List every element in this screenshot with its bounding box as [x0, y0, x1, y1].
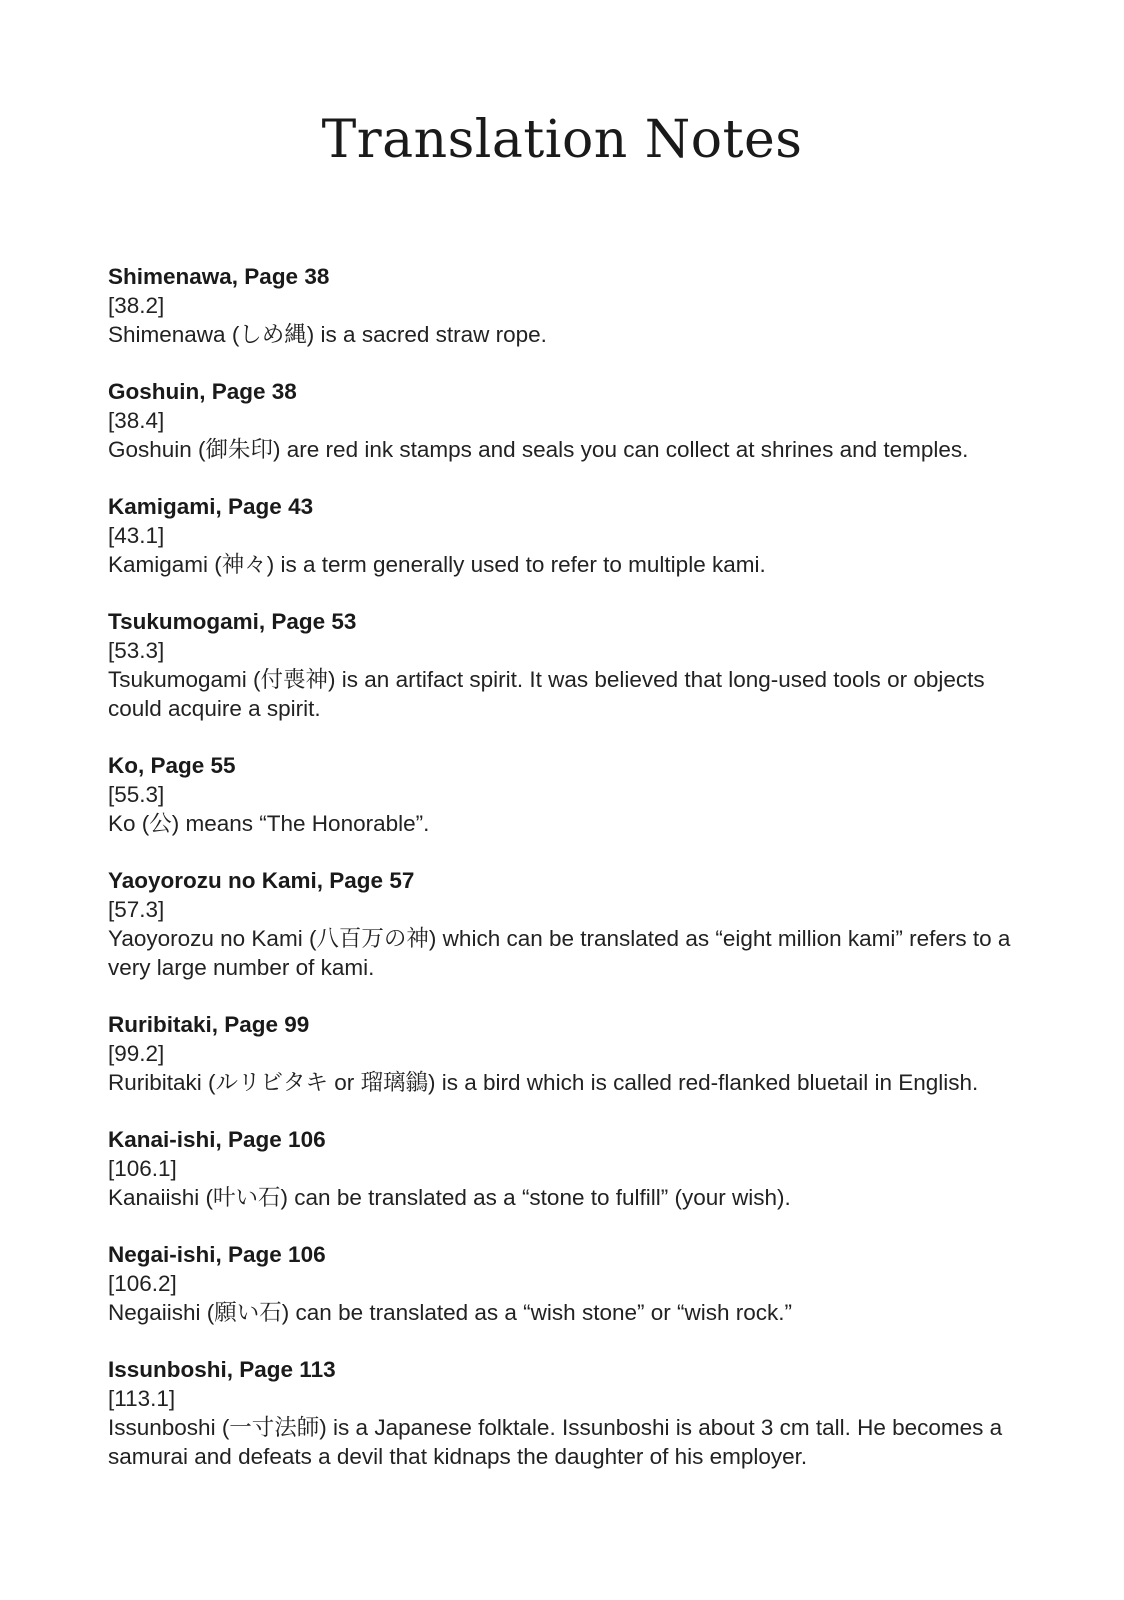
note-item — [108, 866, 1028, 982]
note-text: Negaiishi (願い石) can be translated as a “wish stone” or “wish rock.” — [108, 1300, 792, 1325]
note-heading: Kanai-ishi, Page 106 — [108, 1127, 326, 1152]
note-text: Kamigami (神々) is a term generally used to refer to multiple kami. — [108, 552, 766, 577]
note-heading: Ruribitaki, Page 99 — [108, 1012, 310, 1037]
note-reference: [113.1] — [108, 1386, 176, 1411]
note-reference: [38.4] — [108, 408, 165, 433]
note-text: Ko (公) means “The Honorable”. — [108, 811, 430, 836]
note-reference: [99.2] — [108, 1041, 165, 1066]
note-item — [108, 751, 1028, 838]
note-item — [108, 1010, 1028, 1097]
note-item — [108, 1355, 1028, 1471]
note-text: Ruribitaki (ルリビタキ or 瑠璃鶲) is a bird which is called red-flanked bluetail in English. — [108, 1070, 979, 1095]
note-heading: Goshuin, Page 38 — [108, 379, 297, 404]
note-text: Tsukumogami (付喪神) is an artifact spirit. It was believed that long-used tools or objects could acquire a spirit. — [108, 667, 985, 721]
page-title: Translation Notes — [321, 110, 803, 170]
note-text: Goshuin (御朱印) are red ink stamps and seals you can collect at shrines and temples. — [108, 437, 969, 462]
note-item — [108, 492, 1028, 579]
notes-list — [108, 262, 1028, 1499]
note-heading: Negai-ishi, Page 106 — [108, 1242, 326, 1267]
note-reference: [38.2] — [108, 293, 165, 318]
note-reference: [106.2] — [108, 1271, 177, 1296]
note-reference: [55.3] — [108, 782, 165, 807]
note-reference: [57.3] — [108, 897, 165, 922]
note-text: Kanaiishi (叶い石) can be translated as a “stone to fulfill” (your wish). — [108, 1185, 791, 1210]
note-heading: Issunboshi, Page 113 — [108, 1357, 336, 1382]
note-heading: Ko, Page 55 — [108, 753, 236, 778]
note-reference: [43.1] — [108, 523, 165, 548]
note-item — [108, 262, 1028, 349]
note-reference: [106.1] — [108, 1156, 177, 1181]
note-text: Issunboshi (一寸法師) is a Japanese folktale. Issunboshi is about 3 cm tall. He becomes a samurai and defeats a devil that kidnaps the daughter of his employer. — [108, 1415, 1003, 1469]
note-reference: [53.3] — [108, 638, 165, 663]
note-text: Yaoyorozu no Kami (八百万の神) which can be translated as “eight million kami” refers to a very large number of kami. — [108, 926, 1011, 980]
note-text: Shimenawa (しめ縄) is a sacred straw rope. — [108, 322, 547, 347]
note-item — [108, 1125, 1028, 1212]
note-item — [108, 1240, 1028, 1327]
note-heading: Yaoyorozu no Kami, Page 57 — [108, 868, 415, 893]
note-heading: Shimenawa, Page 38 — [108, 264, 330, 289]
note-item — [108, 377, 1028, 464]
note-heading: Kamigami, Page 43 — [108, 494, 314, 519]
note-heading: Tsukumogami, Page 53 — [108, 609, 357, 634]
note-item — [108, 607, 1028, 723]
